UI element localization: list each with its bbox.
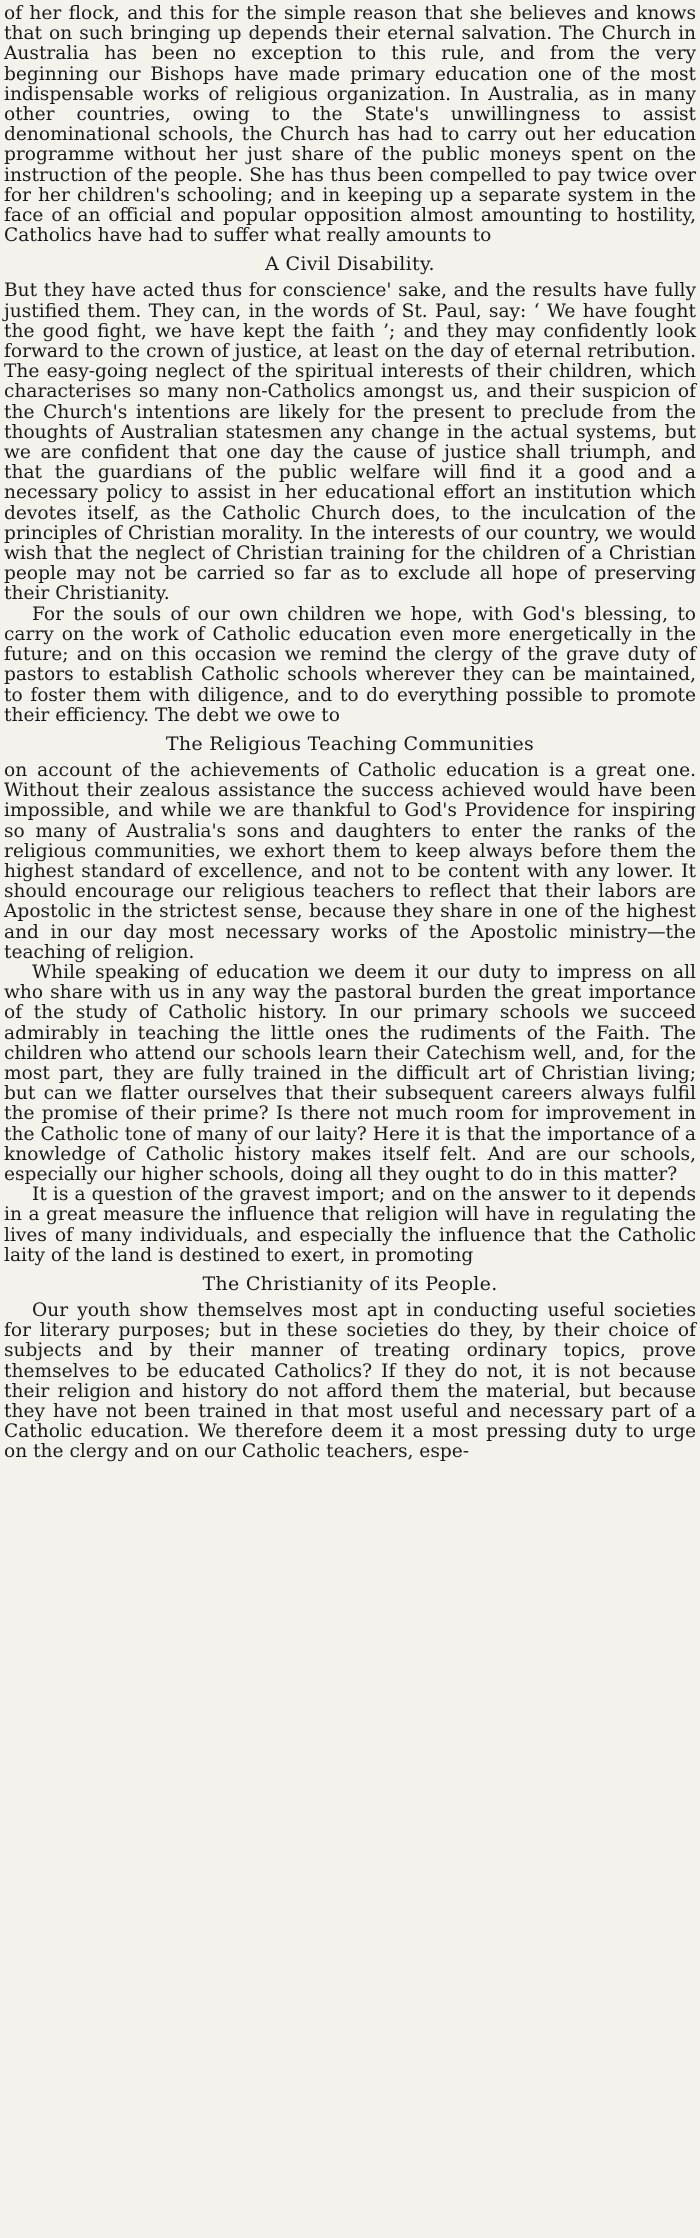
paragraph-6: It is a question of the gravest import; and on the answer to it depends in a great measure the influence that religion will have in regulating the lives of many individuals, and especially the influence that the Catholic laity of the land is destined to exert, in promoting (4, 1184, 696, 1266)
heading-religious-teaching-communities: The Religious Teaching Communities (165, 732, 535, 755)
paragraph-2: But they have acted thus for conscience' sake, and the results have fully justified them. They can, in the words of St. Paul, say: ‘ We have fought the good fight, we have kept the faith ’; and they may confidently look forward to the crown of justice, at least on the day of eternal retribution. The easy-going neglect of the spiritual interests of their children, which characterises so many non-Catholics amongst us, and their suspicion of the Church's intentions are likely for the present to preclude from the thoughts of Australian statesmen any change in the actual systems, but we are confident that one day the cause of justice shall triumph, and that the guardians of the public welfare will find it a good and a necessary policy to assist in her educational effort an institution which devotes itself, as the Catholic Church does, to the inculcation of the principles of Christian morality. In the interests of our country, we would wish that the neglect of Christian training for the children of a Christian people may not be carried so far as to exclude all hope of preserving their Christianity. (4, 280, 696, 605)
paragraph-4: on account of the achievements of Catholic education is a great one. Without their zealous assistance the success achieved would have been impossible, and while we are thankful to God's Providence for inspiring so many of Australia's sons and daughters to enter the ranks of the religious communities, we exhort them to keep always before them the highest standard of excellence, and not to be content with any lower. It should encourage our religious teachers to reflect that their labors are Apostolic in the strictest sense, because they share in one of the highest and in our day most necessary works of the Apostolic ministry—the teaching of religion. (4, 759, 696, 963)
heading-christianity-of-its-people: The Christianity of its People. (202, 1272, 498, 1295)
paragraph-5: While speaking of education we deem it our duty to impress on all who share with us in any way the pastoral burden the great importance of the study of Catholic history. In our primary schools we succeed admirably in teaching the little ones the rudiments of the Faith. The children who attend our schools learn their Catechism well, and, for the most part, they are fully trained in the difficult art of Christian living; but can we flatter ourselves that their subsequent careers always fulfil the promise of their prime? Is there not much room for improvement in the Catholic tone of many of our laity? Here it is that the importance of a knowledge of Catholic history makes itself felt. And are our schools, especially our higher schools, doing all they ought to do in this matter? (4, 961, 696, 1185)
paragraph-3: For the souls of our own children we hope, with God's blessing, to carry on the work of Catholic education even more energetically in the future; and on this occasion we remind the clergy of the grave duty of pastors to establish Catholic schools wherever they can be maintained, to foster them with diligence, and to do everything possible to promote their efficiency. The debt we owe to (4, 603, 696, 726)
paragraph-1: of her flock, and this for the simple reason that she believes and knows that on such bringing up depends their eternal salvation. The Church in Australia has been no exception to this rule, and from the very beginning our Bishops have made primary education one of the most indispensable works of religious organization. In Australia, as in many other countries, owing to the State's unwillingness to assist denominational schools, the Church has had to carry out her education programme without her just share of the public moneys spent on the instruction of the people. She has thus been compelled to pay twice over for her children's schooling; and in keeping up a separate system in the face of an official and popular opposition almost amounting to hostility, Catholics have had to suffer what really amounts to (4, 3, 696, 247)
paragraph-7: Our youth show themselves most apt in conducting useful societies for literary purposes; but in these societies do they, by their choice of subjects and by their manner of treating ordinary topics, prove themselves to be educated Catholics? If they do not, it is not because their religion and history do not afford them the material, but because they have not been trained in that most useful and necessary part of a Catholic education. We therefore deem it a most pressing duty to urge on the clergy and on our Catholic teachers, espe- (4, 1299, 696, 1463)
heading-civil-disability: A Civil Disability. (265, 253, 435, 276)
